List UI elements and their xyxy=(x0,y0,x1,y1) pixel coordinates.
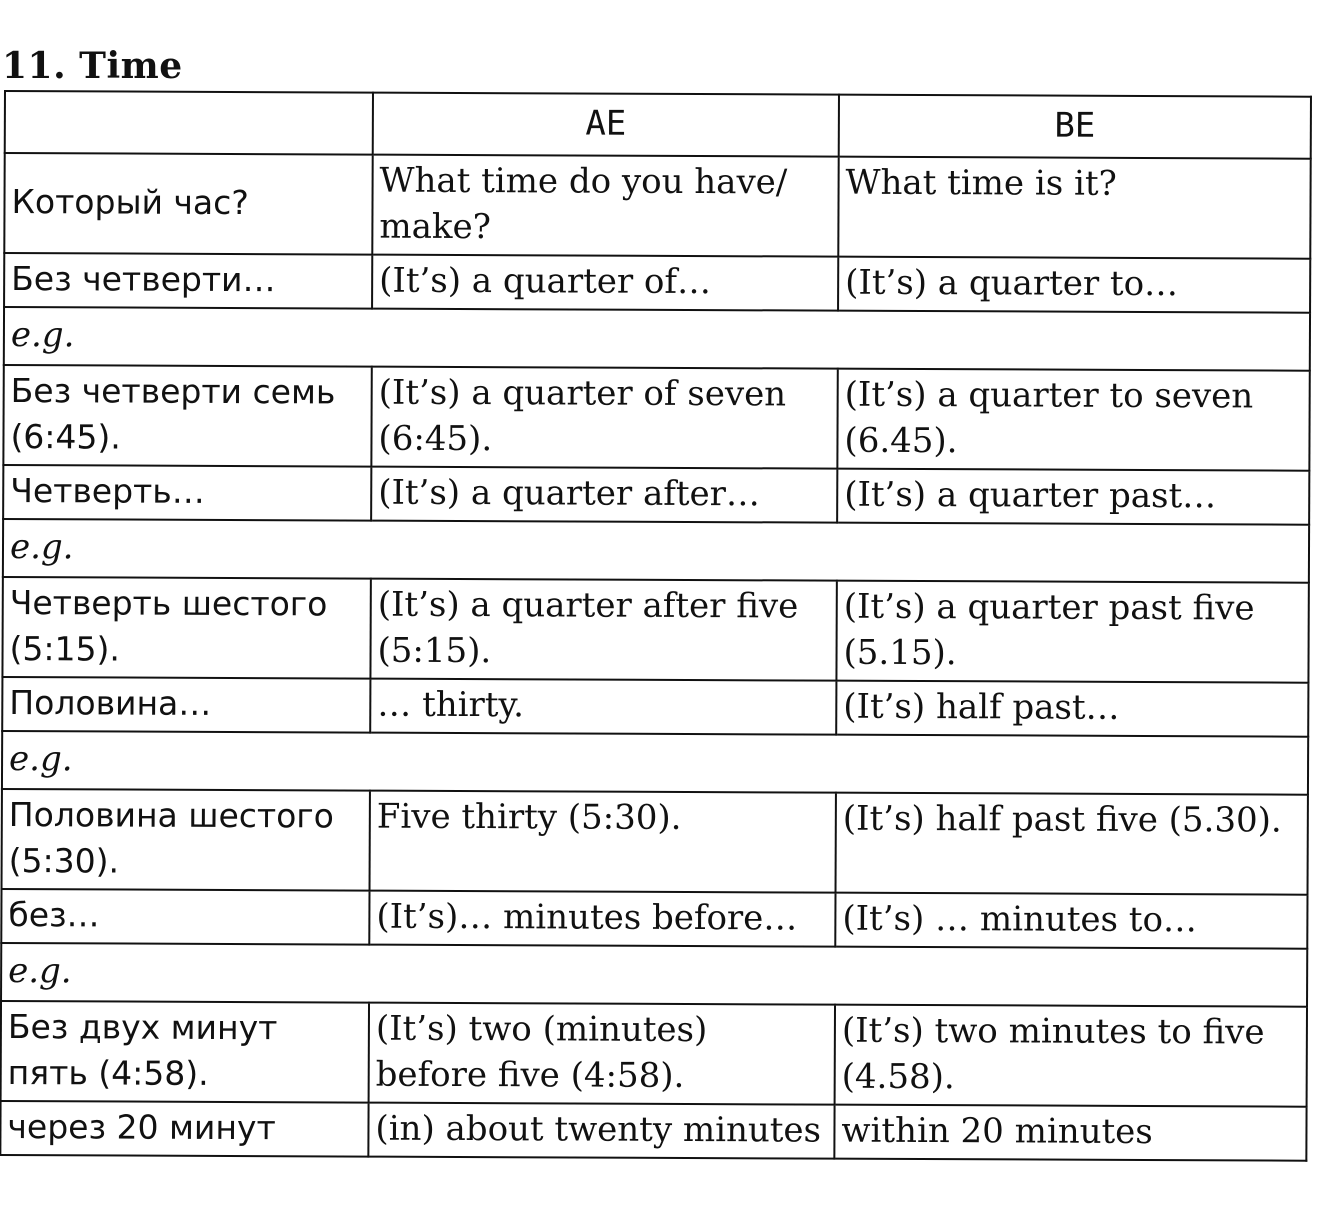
example-label-row xyxy=(2,731,1308,795)
be-phrase: (It’s) a quarter to seven (6.45). xyxy=(837,369,1309,471)
ae-phrase: (It’s) a quarter of seven (6:45). xyxy=(371,367,837,469)
ae-phrase: (It’s) a quarter after… xyxy=(371,467,837,523)
russian-phrase: Половина шестого (5:30). xyxy=(2,789,370,891)
table-row xyxy=(2,677,1308,737)
example-label-row xyxy=(4,307,1310,371)
russian-phrase: Четверть… xyxy=(3,465,371,521)
table-row xyxy=(1,1001,1307,1107)
russian-phrase: без… xyxy=(1,889,369,945)
header-russian xyxy=(5,91,373,155)
ae-phrase: (It’s) a quarter after five (5:15). xyxy=(370,579,836,681)
ae-phrase: (in) about twenty minutes xyxy=(368,1103,834,1159)
russian-phrase: Четверть шестого (5:15). xyxy=(2,577,370,679)
example-label-row xyxy=(1,943,1307,1007)
be-phrase: What time is it? xyxy=(838,157,1310,259)
ae-phrase: What time do you have/ make? xyxy=(372,155,838,257)
time-expressions-table xyxy=(0,90,1312,1162)
be-phrase: (It’s) half past… xyxy=(836,681,1308,737)
header-british-english: BE xyxy=(839,95,1311,159)
russian-phrase: через 20 минут xyxy=(0,1101,368,1157)
example-label: e.g. xyxy=(2,731,1308,795)
example-label-row xyxy=(3,519,1309,583)
table-row xyxy=(3,465,1309,525)
ae-phrase: (It’s) a quarter of… xyxy=(372,255,838,311)
section-title: 11. Time xyxy=(2,45,183,87)
ae-phrase: (It’s) two (minutes) before five (4:58). xyxy=(369,1003,835,1105)
be-phrase: within 20 minutes xyxy=(834,1105,1306,1161)
table-row xyxy=(2,577,1308,683)
russian-phrase: Без четверти семь (6:45). xyxy=(3,365,371,467)
table-row xyxy=(4,153,1310,259)
table-row xyxy=(0,1101,1306,1161)
russian-phrase: Без четверти… xyxy=(4,253,372,309)
example-label: e.g. xyxy=(3,519,1309,583)
be-phrase: (It’s) half past five (5.30). xyxy=(836,793,1308,895)
russian-phrase: Который час? xyxy=(4,153,372,255)
be-phrase: (It’s) two minutes to five (4.58). xyxy=(835,1005,1307,1107)
russian-phrase: Половина… xyxy=(2,677,370,733)
ae-phrase: Five thirty (5:30). xyxy=(370,791,836,893)
be-phrase: (It’s) … minutes to… xyxy=(835,893,1307,949)
table-row xyxy=(3,365,1309,471)
header-american-english: AE xyxy=(373,93,839,157)
ae-phrase: (It’s)… minutes before… xyxy=(369,891,835,947)
ae-phrase: … thirty. xyxy=(370,679,836,735)
be-phrase: (It’s) a quarter to… xyxy=(838,257,1310,313)
table-row xyxy=(1,889,1307,949)
be-phrase: (It’s) a quarter past five (5.15). xyxy=(836,581,1308,683)
be-phrase: (It’s) a quarter past… xyxy=(837,469,1309,525)
example-label: e.g. xyxy=(1,943,1307,1007)
russian-phrase: Без двух минут пять (4:58). xyxy=(1,1001,369,1103)
table-row xyxy=(4,253,1310,313)
table-header-row xyxy=(5,91,1311,159)
table-row xyxy=(2,789,1308,895)
example-label: e.g. xyxy=(4,307,1310,371)
